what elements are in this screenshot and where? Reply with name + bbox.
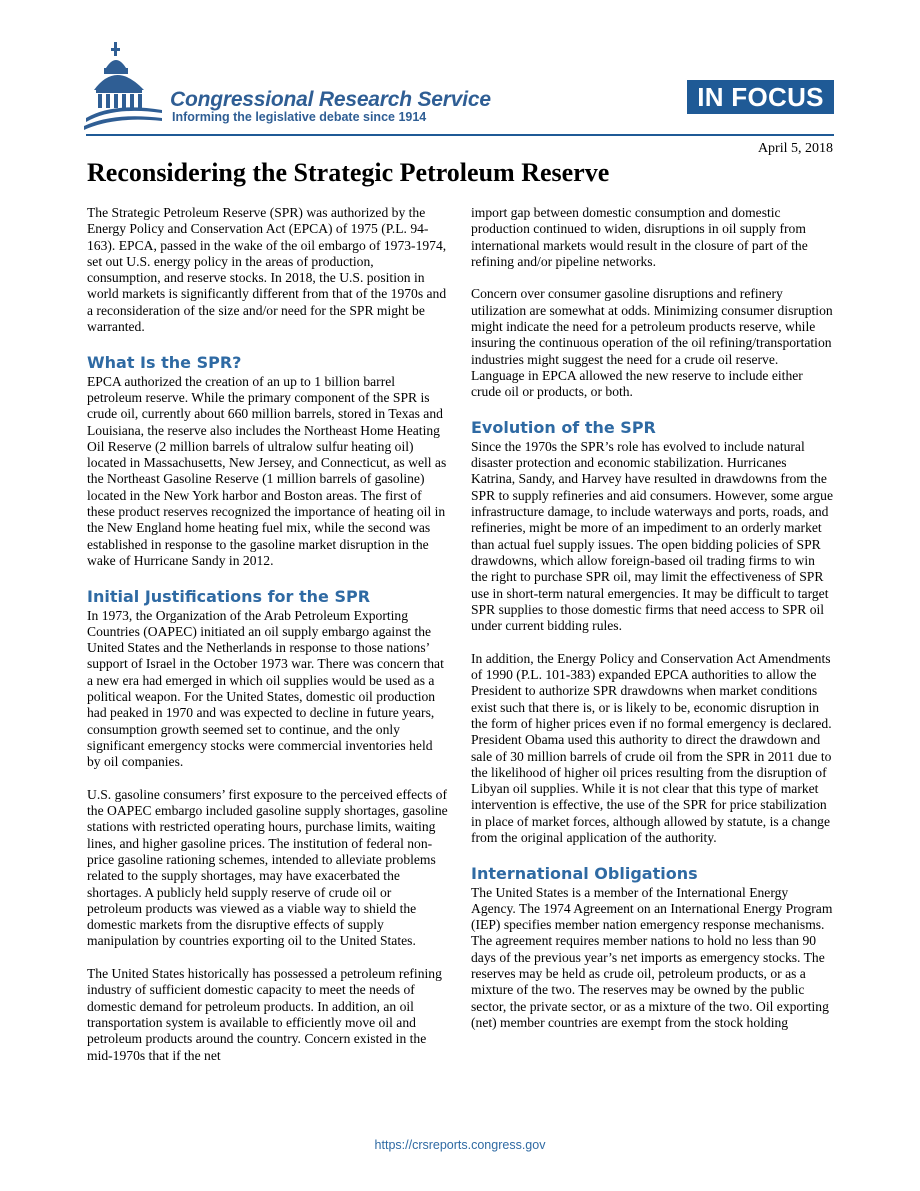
org-name: Congressional Research Service (170, 88, 491, 111)
section-heading-evolution: Evolution of the SPR (471, 417, 656, 437)
right-column (471, 205, 833, 1048)
section-heading-international: International Obligations (471, 863, 698, 883)
paragraph: U.S. gasoline consumers’ first exposure to the perceived effects of the OAPEC embargo included gasoline supply shortages, gasoline stations with restricted operating hours, purchase limits, waiting lines, and higher gasoline prices. The institution of federal non-price gasoline rationing schemes, intended to alleviate problems related to the supply shortages, may have exacerbated the shortages. A publicly held supply reserve of crude oil or petroleum products was viewed as a viable way to shield the domestic markets from the disruptive effects of supply manipulation by countries exporting oil to the United States. (87, 786, 448, 949)
paragraph: EPCA authorized the creation of an up to 1 billion barrel petroleum reserve. While the primary component of the SPR is crude oil, currently about 660 million barrels, stored in Texas and Louisiana, the reserve also includes the Northeast Home Heating Oil Reserve (2 million barrels of ultralow sulfur heating oil) located in Massachusetts, New Jersey, and Connecticut, as well as the Northeast Gasoline Reserve (1 million barrels of gasoline) located in the New York harbor and Boston areas. The first of these product reserves recognized the importance of heating oil in the New England home heating fuel mix, while the second was established in response to the gasoline market disruption in the wake of Hurricane Sandy in 2012. (87, 373, 447, 568)
paragraph: In 1973, the Organization of the Arab Petroleum Exporting Countries (OAPEC) initiated an oil supply embargo against the United States and the Netherlands in response to those nations’ support of Israel in the October 1973 war. There was concern that a new era had emerged in which oil supplies would be used as a political weapon. For the United States, domestic oil production had peaked in 1970 and was expected to decline in future years, consumption growth seemed set to continue, and the only significant emergency stocks were commercial inventories held by oil companies. (87, 607, 444, 770)
left-column (87, 205, 449, 1080)
paragraph: The United States is a member of the International Energy Agency. The 1974 Agreement on an International Energy Program (IEP) specifies member nation emergency response mechanisms. The agreement requires member nations to hold no less than 90 days of the previous year’s net imports as emergency stocks. The reserves may be held as crude oil, petroleum products, or as a mixture of the two. The reserves may be owned by the public sector, the private sector, or as a mixture of the two. Oil exporting (net) member countries are exempt from the stock holding (471, 884, 833, 1030)
capitol-dome-logo-icon (84, 38, 164, 134)
footer-url-link[interactable]: https://crsreports.congress.gov (374, 1138, 546, 1152)
org-tagline: Informing the legislative debate since 1914 (172, 110, 427, 124)
paragraph: In addition, the Energy Policy and Conservation Act Amendments of 1990 (P.L. 101-383) expanded EPCA authorities to allow the President to authorize SPR drawdowns when market conditions exist such that there is, or is likely to be, economic disruption in the form of higher prices even if no formal emergency is declared. President Obama used this authority to direct the drawdown and sale of 30 million barrels of crude oil from the SPR in 2011 due to the likelihood of higher oil prices resulting from the disruption of Libyan oil supplies. While it is not clear that this type of market intervention is effective, the use of the SPR for price stabilization in place of market forces, although allowed by statute, is a change from the original application of the authority. (471, 650, 832, 845)
paragraph: import gap between domestic consumption and domestic production continued to widen, disruptions in oil supply from international markets would result in the closure of part of the refining and/or pipeline networks. (471, 205, 808, 269)
section-heading-what-is-spr: What Is the SPR? (87, 352, 242, 372)
paragraph: The United States historically has possessed a petroleum refining industry of sufficient domestic capacity to meet the needs of domestic demand for petroleum products. In addition, an oil transportation system is available to efficiently move oil and petroleum products around the country. Concern existed in the mid-1970s that if the net (87, 966, 442, 1063)
header-rule (86, 134, 834, 136)
page-title: Reconsidering the Strategic Petroleum Reserve (87, 158, 610, 187)
publication-date: April 5, 2018 (757, 141, 833, 156)
page-header (0, 0, 920, 140)
paragraph: Since the 1970s the SPR’s role has evolved to include natural disaster protection and economic stabilization. Hurricanes Katrina, Sandy, and Harvey have resulted in drawdowns from the SPR to supply refineries and aid consumers. However, some argue infrastructure damage, to include waterways and ports, roads, and refineries, might be more of an impediment to an orderly market than actual fuel supply issues. The open bidding policies of SPR drawdowns, which allow foreign-based oil trading firms to win the right to purchase SPR oil, may limit the effectiveness of SPR use in short-term natural emergencies. It may be difficult to target SPR supplies to those domestic firms that need access to SPR oil under current bidding rules. (471, 438, 834, 634)
section-heading-initial-justifications: Initial Justifications for the SPR (87, 586, 371, 606)
paragraph: Concern over consumer gasoline disruptions and refinery utilization are somewhat at odds. Minimizing consumer disruption might indicate the need for a petroleum products reserve, while insuring the continuous operation of the oil refining/transportation industries might suggest the need for a crude oil reserve. Language in EPCA allowed the new reserve to include either crude oil or products, or both. (471, 286, 833, 400)
intro-paragraph: The Strategic Petroleum Reserve (SPR) was authorized by the Energy Policy and Conservation Act (EPCA) of 1975 (P.L. 94-163). EPCA, passed in the wake of the oil embargo of 1973-1974, set out U.S. energy policy in the areas of production, consumption, and reserve stocks. In 2018, the U.S. position in world markets is significantly different from that of the 1970s and a reconsideration of the size and/or need for the SPR might be warranted. (87, 205, 447, 335)
in-focus-badge: IN FOCUS (687, 80, 834, 114)
